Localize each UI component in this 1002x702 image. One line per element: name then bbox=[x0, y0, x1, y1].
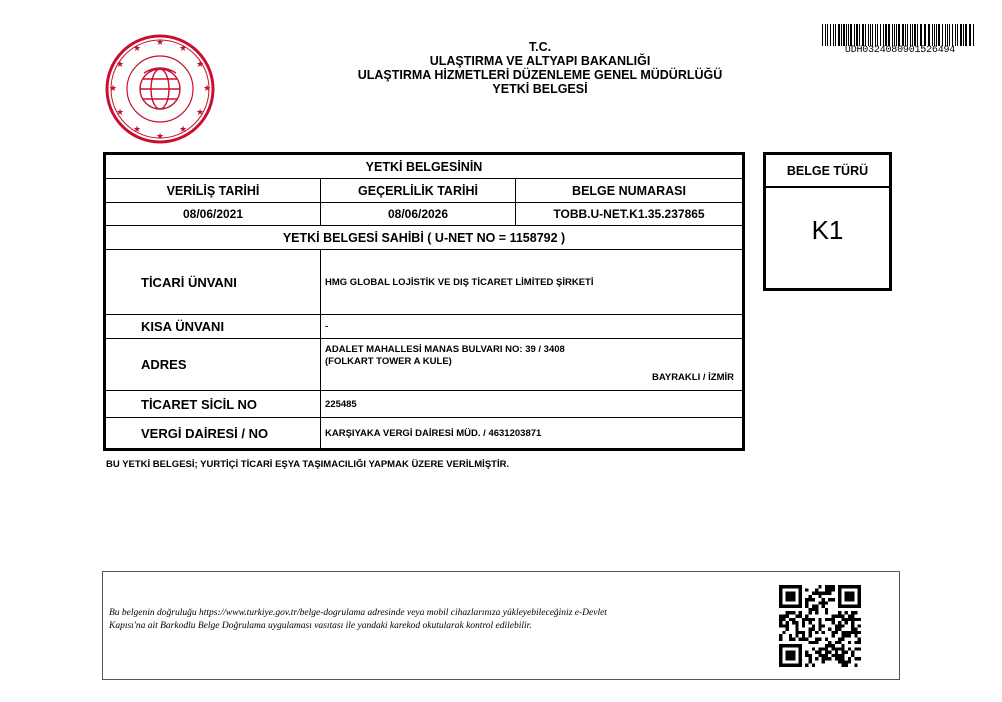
trade-name-label: TİCARİ ÜNVANI bbox=[106, 250, 321, 314]
tax-value: KARŞIYAKA VERGİ DAİRESİ MÜD. / 4631203871 bbox=[325, 427, 542, 439]
registry-label: TİCARET SİCİL NO bbox=[106, 391, 321, 417]
barcode-number: UDH032408090152649​4 bbox=[844, 45, 956, 56]
svg-text:★: ★ bbox=[195, 60, 205, 70]
issue-date-value: 08/06/2021 bbox=[106, 203, 321, 225]
verification-text bbox=[109, 607, 749, 633]
short-name-value: - bbox=[325, 321, 329, 332]
registry-row bbox=[106, 391, 742, 418]
address-line-1: ADALET MAHALLESİ MANAS BULVARI NO: 39 / 3408 bbox=[325, 344, 565, 355]
certificate-title-row bbox=[106, 155, 742, 179]
address-label: ADRES bbox=[106, 339, 321, 390]
verification-line-1: Bu belgenin doğruluğu https://www.turkiye.gov.tr/belge-dogrulama adresinde veya mobil cihazlarınıza yükleyebileceğiniz e-Devlet bbox=[109, 608, 607, 618]
svg-text:★: ★ bbox=[155, 38, 165, 48]
svg-text:★: ★ bbox=[132, 125, 142, 135]
column-header-row bbox=[106, 179, 742, 203]
svg-text:★: ★ bbox=[202, 84, 212, 94]
document-heading bbox=[300, 40, 780, 96]
certificate-table bbox=[103, 152, 745, 451]
svg-text:★: ★ bbox=[178, 125, 188, 135]
ministry-seal-icon bbox=[104, 33, 216, 145]
trade-name-row bbox=[106, 250, 742, 315]
address-line-2: (FOLKART TOWER A KULE) bbox=[325, 356, 452, 367]
issue-date-header: VERİLİŞ TARİHİ bbox=[106, 179, 321, 202]
svg-text:★: ★ bbox=[155, 132, 165, 142]
address-city: BAYRAKLI / İZMİR bbox=[652, 372, 734, 383]
tax-row bbox=[106, 418, 742, 448]
document-number-value: TOBB.U-NET.K1.35.237865 bbox=[553, 207, 705, 221]
registry-value: 225485 bbox=[325, 398, 357, 410]
holder-title-row bbox=[106, 226, 742, 250]
short-name-row bbox=[106, 315, 742, 339]
document-type-label: BELGE TÜRÜ bbox=[766, 155, 889, 188]
verification-line-2: Kapısı'na ait Barkodlu Belge Doğrulama uygulaması vasıtası ile yandaki karekod okutularak kontrol edilebilir. bbox=[109, 621, 532, 631]
document-number-header: BELGE NUMARASI bbox=[572, 183, 686, 198]
tax-label: VERGİ DAİRESİ / NO bbox=[106, 418, 321, 448]
svg-text:★: ★ bbox=[132, 44, 142, 54]
holder-title: YETKİ BELGESİ SAHİBİ ( U-NET NO = 1158792 ) bbox=[282, 230, 566, 245]
validity-date-header: GEÇERLİLİK TARİHİ bbox=[321, 179, 516, 202]
short-name-label: KISA ÜNVANI bbox=[106, 315, 321, 338]
heading-line-tc: T.C. bbox=[528, 40, 552, 54]
authorization-note: BU YETKİ BELGESİ; YURTİÇİ TİCARİ EŞYA TAŞIMACILIĞI YAPMAK ÜZERE VERİLMİŞTİR. bbox=[106, 459, 510, 470]
heading-directorate: ULAŞTIRMA HİZMETLERİ DÜZENLEME GENEL MÜDÜRLÜĞÜ bbox=[357, 68, 723, 82]
validity-date-value: 08/06/2026 bbox=[321, 203, 516, 225]
barcode-icon bbox=[822, 24, 978, 46]
svg-text:★: ★ bbox=[115, 108, 125, 118]
document-type-value: K1 bbox=[811, 215, 844, 245]
heading-document-title: YETKİ BELGESİ bbox=[492, 82, 588, 96]
qr-code-icon bbox=[779, 585, 861, 667]
address-value bbox=[321, 339, 742, 390]
verification-box bbox=[102, 571, 900, 680]
column-value-row bbox=[106, 203, 742, 226]
svg-text:★: ★ bbox=[195, 108, 205, 118]
heading-ministry: ULAŞTIRMA VE ALTYAPI BAKANLIĞI bbox=[429, 54, 651, 68]
svg-text:★: ★ bbox=[115, 60, 125, 70]
svg-text:★: ★ bbox=[178, 44, 188, 54]
address-row bbox=[106, 339, 742, 391]
trade-name-value: HMG GLOBAL LOJİSTİK VE DIŞ TİCARET LİMİTED ŞİRKETİ bbox=[325, 276, 594, 288]
certificate-title: YETKİ BELGESİNİN bbox=[365, 159, 483, 174]
document-type-box bbox=[763, 152, 892, 291]
svg-text:★: ★ bbox=[108, 84, 118, 94]
